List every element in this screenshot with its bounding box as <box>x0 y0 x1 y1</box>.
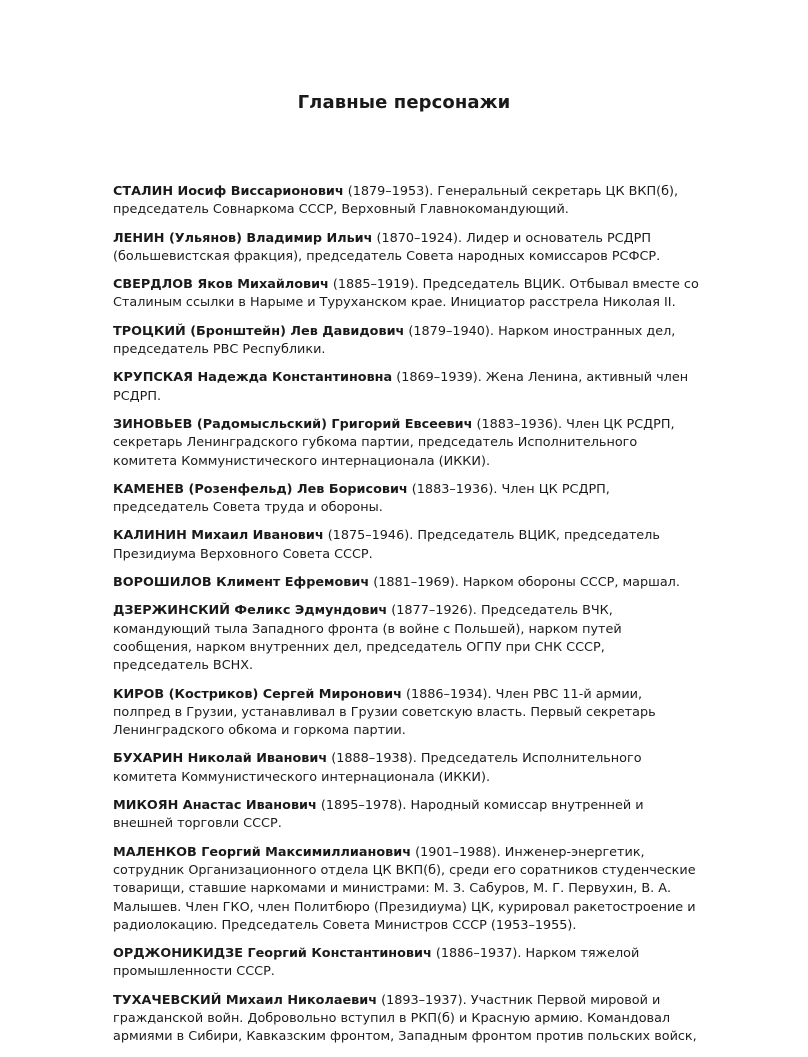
character-name: ЗИНОВЬЕВ (Радомысльский) Григорий Евсеевич <box>113 416 473 432</box>
character-name: КАЛИНИН Михаил Иванович <box>113 528 324 544</box>
character-entry <box>113 183 703 220</box>
character-description: Лидер и основатель РСДРП (большевистская фракция), председатель Совета народных комиссаров РСФСР. <box>113 230 661 264</box>
character-years: (1886–1937). <box>435 946 522 962</box>
character-entry <box>113 686 703 741</box>
character-name: МИКОЯН Анастас Иванович <box>113 798 317 814</box>
page-title: Главные персонажи <box>297 92 511 113</box>
character-description: Участник Первой мировой и гражданской войн. Добровольно вступил в РКП(б) и Красную армию. Командовал армиями в Сибири, Кавказским фронтом, Западным фронтом против польских войск, <box>113 992 697 1045</box>
character-description: Нарком иностранных дел, председатель РВС Республики. <box>113 323 676 358</box>
character-years: (1879–1953). <box>347 184 434 199</box>
character-description: Жена Ленина, активный член РСДРП. <box>113 370 689 404</box>
character-entry <box>113 750 703 787</box>
character-years: (1881–1969). <box>373 575 459 591</box>
character-years: (1875–1946). <box>327 528 414 544</box>
character-entry <box>113 844 703 935</box>
character-name: КРУПСКАЯ Надежда Константиновна <box>113 370 393 386</box>
character-name: ЛЕНИН (Ульянов) Владимир Ильич <box>113 230 373 246</box>
character-name: СВЕРДЛОВ Яков Михайлович <box>113 277 329 293</box>
character-entry <box>113 574 703 592</box>
character-name: БУХАРИН Николай Иванович <box>113 751 328 767</box>
character-entry <box>113 323 703 360</box>
character-name: СТАЛИН Иосиф Виссарионович <box>113 184 344 199</box>
character-description: Нарком обороны СССР, маршал. <box>462 575 680 591</box>
character-description: Председатель ВЦИК, председатель Президиума Верховного Совета СССР. <box>113 528 660 562</box>
character-entry <box>113 797 703 834</box>
character-name: КАМЕНЕВ (Розенфельд) Лев Борисович <box>113 481 408 497</box>
character-years: (1901–1988). <box>415 844 501 860</box>
character-name: ТРОЦКИЙ (Бронштейн) Лев Давидович <box>113 323 405 339</box>
character-years: (1885–1919). <box>332 277 419 293</box>
character-list <box>113 183 703 1057</box>
character-entry <box>113 481 703 518</box>
character-description: Член ЦК РСДРП, секретарь Ленинградского губкома партии, председатель Исполнительного комитета Коммунистического интернационала (ИККИ). <box>113 416 675 469</box>
character-description: Нарком тяжелой промышленности СССР. <box>113 946 640 980</box>
character-name: ОРДЖОНИКИДЗЕ Георгий Константинович <box>113 946 432 962</box>
character-years: (1869–1939). <box>396 370 482 386</box>
character-entry <box>113 416 703 471</box>
character-years: (1895–1978). <box>320 798 407 814</box>
character-description: Генеральный секретарь ЦК ВКП(б), председатель Совнаркома СССР, Верховный Главнокомандующий. <box>113 184 679 218</box>
character-entry <box>113 945 703 982</box>
character-entry <box>113 276 703 313</box>
character-years: (1883–1936). <box>476 416 563 432</box>
character-name: ТУХАЧЕВСКИЙ Михаил Николаевич <box>113 992 378 1008</box>
character-description: Член РВС 11-й армии, полпред в Грузии, устанавливал в Грузии советскую власть. Первый секретарь Ленинградского обкома и горкома партии. <box>113 686 656 739</box>
character-name: ВОРОШИЛОВ Климент Ефремович <box>113 575 370 591</box>
character-years: (1893–1937). <box>381 992 467 1008</box>
character-years: (1877–1926). <box>391 603 477 619</box>
character-entry <box>113 230 703 267</box>
character-name: КИРОВ (Костриков) Сергей Миронович <box>113 686 402 702</box>
character-entry <box>113 602 703 675</box>
character-description: Председатель Исполнительного комитета Коммунистического интернационала (ИККИ). <box>113 751 642 785</box>
character-description: Народный комиссар внутренней и внешней торговли СССР. <box>113 798 644 832</box>
character-entry <box>113 527 703 564</box>
character-years: (1870–1924). <box>376 230 463 246</box>
character-name: ДЗЕРЖИНСКИЙ Феликс Эдмундович <box>113 603 388 619</box>
character-entry <box>113 369 703 406</box>
character-name: МАЛЕНКОВ Георгий Максимиллианович <box>113 844 411 860</box>
character-years: (1888–1938). <box>331 751 417 767</box>
character-years: (1886–1934). <box>405 686 492 702</box>
character-description: Инженер-энергетик, сотрудник Организационного отдела ЦК ВКП(б), среди его соратников студенческие товарищи, ставшие наркомами и министрами: М. З. Сабуров, М. Г. Первухин, В. А. Малышев. Член ГКО, член Политбюро (Президиума) ЦК, курировал ракетостроение и радиолокацию. Председатель Совета Министров СССР (1953–1955). <box>113 844 696 933</box>
character-description: Председатель ВЧК, командующий тыла Западного фронта (в войне с Польшей), нарком путей сообщения, нарком внутренних дел, председатель ОГПУ при СНК СССР, председатель ВСНХ. <box>113 603 622 674</box>
character-description: Член ЦК РСДРП, председатель Совета труда и обороны. <box>113 481 610 516</box>
character-years: (1879–1940). <box>408 323 494 339</box>
character-years: (1883–1936). <box>411 481 498 497</box>
character-description: Председатель ВЦИК. Отбывал вместе со Сталиным ссылки в Нарыме и Туруханском крае. Инициатор расстрела Николая II. <box>113 277 699 311</box>
